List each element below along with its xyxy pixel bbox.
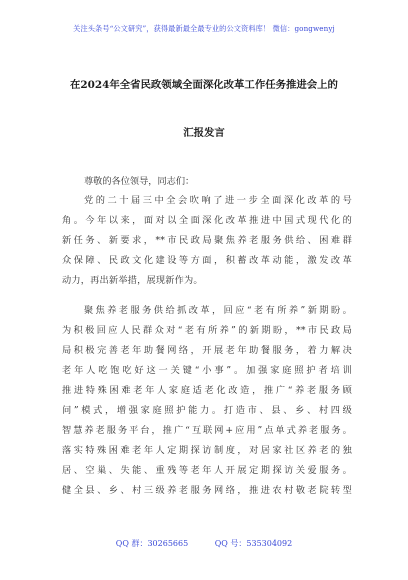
paragraph-line: 老年人吃饱吃好这一关键“小事”。加强家庭照护者培训 — [62, 365, 352, 376]
paragraph-line: 新任务、新要求，**市民政局聚焦养老服务供给、困难群 — [62, 235, 352, 246]
footer-qq-group: QQ 群：30265665 — [115, 539, 189, 548]
greeting: 尊敬的各位领导，同志们： — [84, 176, 195, 187]
paragraph-line: 健全县、乡、村三级养老服务网络，推进农村敬老院转型 — [62, 485, 352, 496]
paragraph-line: 角。今年以来，面对以全面深化改革推进中国式现代化的 — [62, 215, 352, 226]
paragraph-line: 众保障、民政文化建设等方面，积蓄改革动能，激发改革 — [62, 255, 352, 266]
footer-contacts — [0, 538, 408, 549]
paragraph-line: 推进特殊困难老年人家庭适老化改造，推广“养老服务顾 — [62, 385, 352, 396]
paragraph-line: 落实特殊困难老年人定期探访制度，对居家社区养老的独 — [62, 445, 352, 456]
paragraph-line: 为积极回应人民群众对“老有所养”的新期盼，**市民政局 — [62, 325, 352, 336]
header-banner: 关注头条号“公文研究”，获得最新最全最专业的公文资料库！ 微信：gongwenyj — [73, 24, 335, 33]
paragraph-line: 聚焦养老服务供给抓改革，回应“老有所养”新期盼。 — [84, 305, 352, 316]
paragraph-line: 党的二十届三中全会吹响了进一步全面深化改革的号 — [84, 195, 352, 206]
paragraph-line: 动力，再出新举措，展现新作为。 — [62, 275, 203, 286]
paragraph-line: 局积极完善老年助餐网络，开展老年助餐服务，着力解决 — [62, 345, 352, 356]
paragraph-line: 智慧养老服务平台，推广“互联网+应用”点单式养老服务。 — [62, 425, 352, 436]
paragraph-line: 居、空巢、失能、重残等老年人开展定期探访关爱服务。 — [62, 465, 352, 476]
document-title-line-2: 汇报发言 — [183, 127, 225, 139]
document-title-line-1: 在2024年全省民政领域全面深化改革工作任务推进会上的 — [70, 79, 338, 91]
footer-qq-number: QQ 号：535304092 — [214, 539, 293, 548]
paragraph-line: 问”模式，增强家庭照护能力。打造市、县、乡、村四级 — [62, 405, 352, 416]
